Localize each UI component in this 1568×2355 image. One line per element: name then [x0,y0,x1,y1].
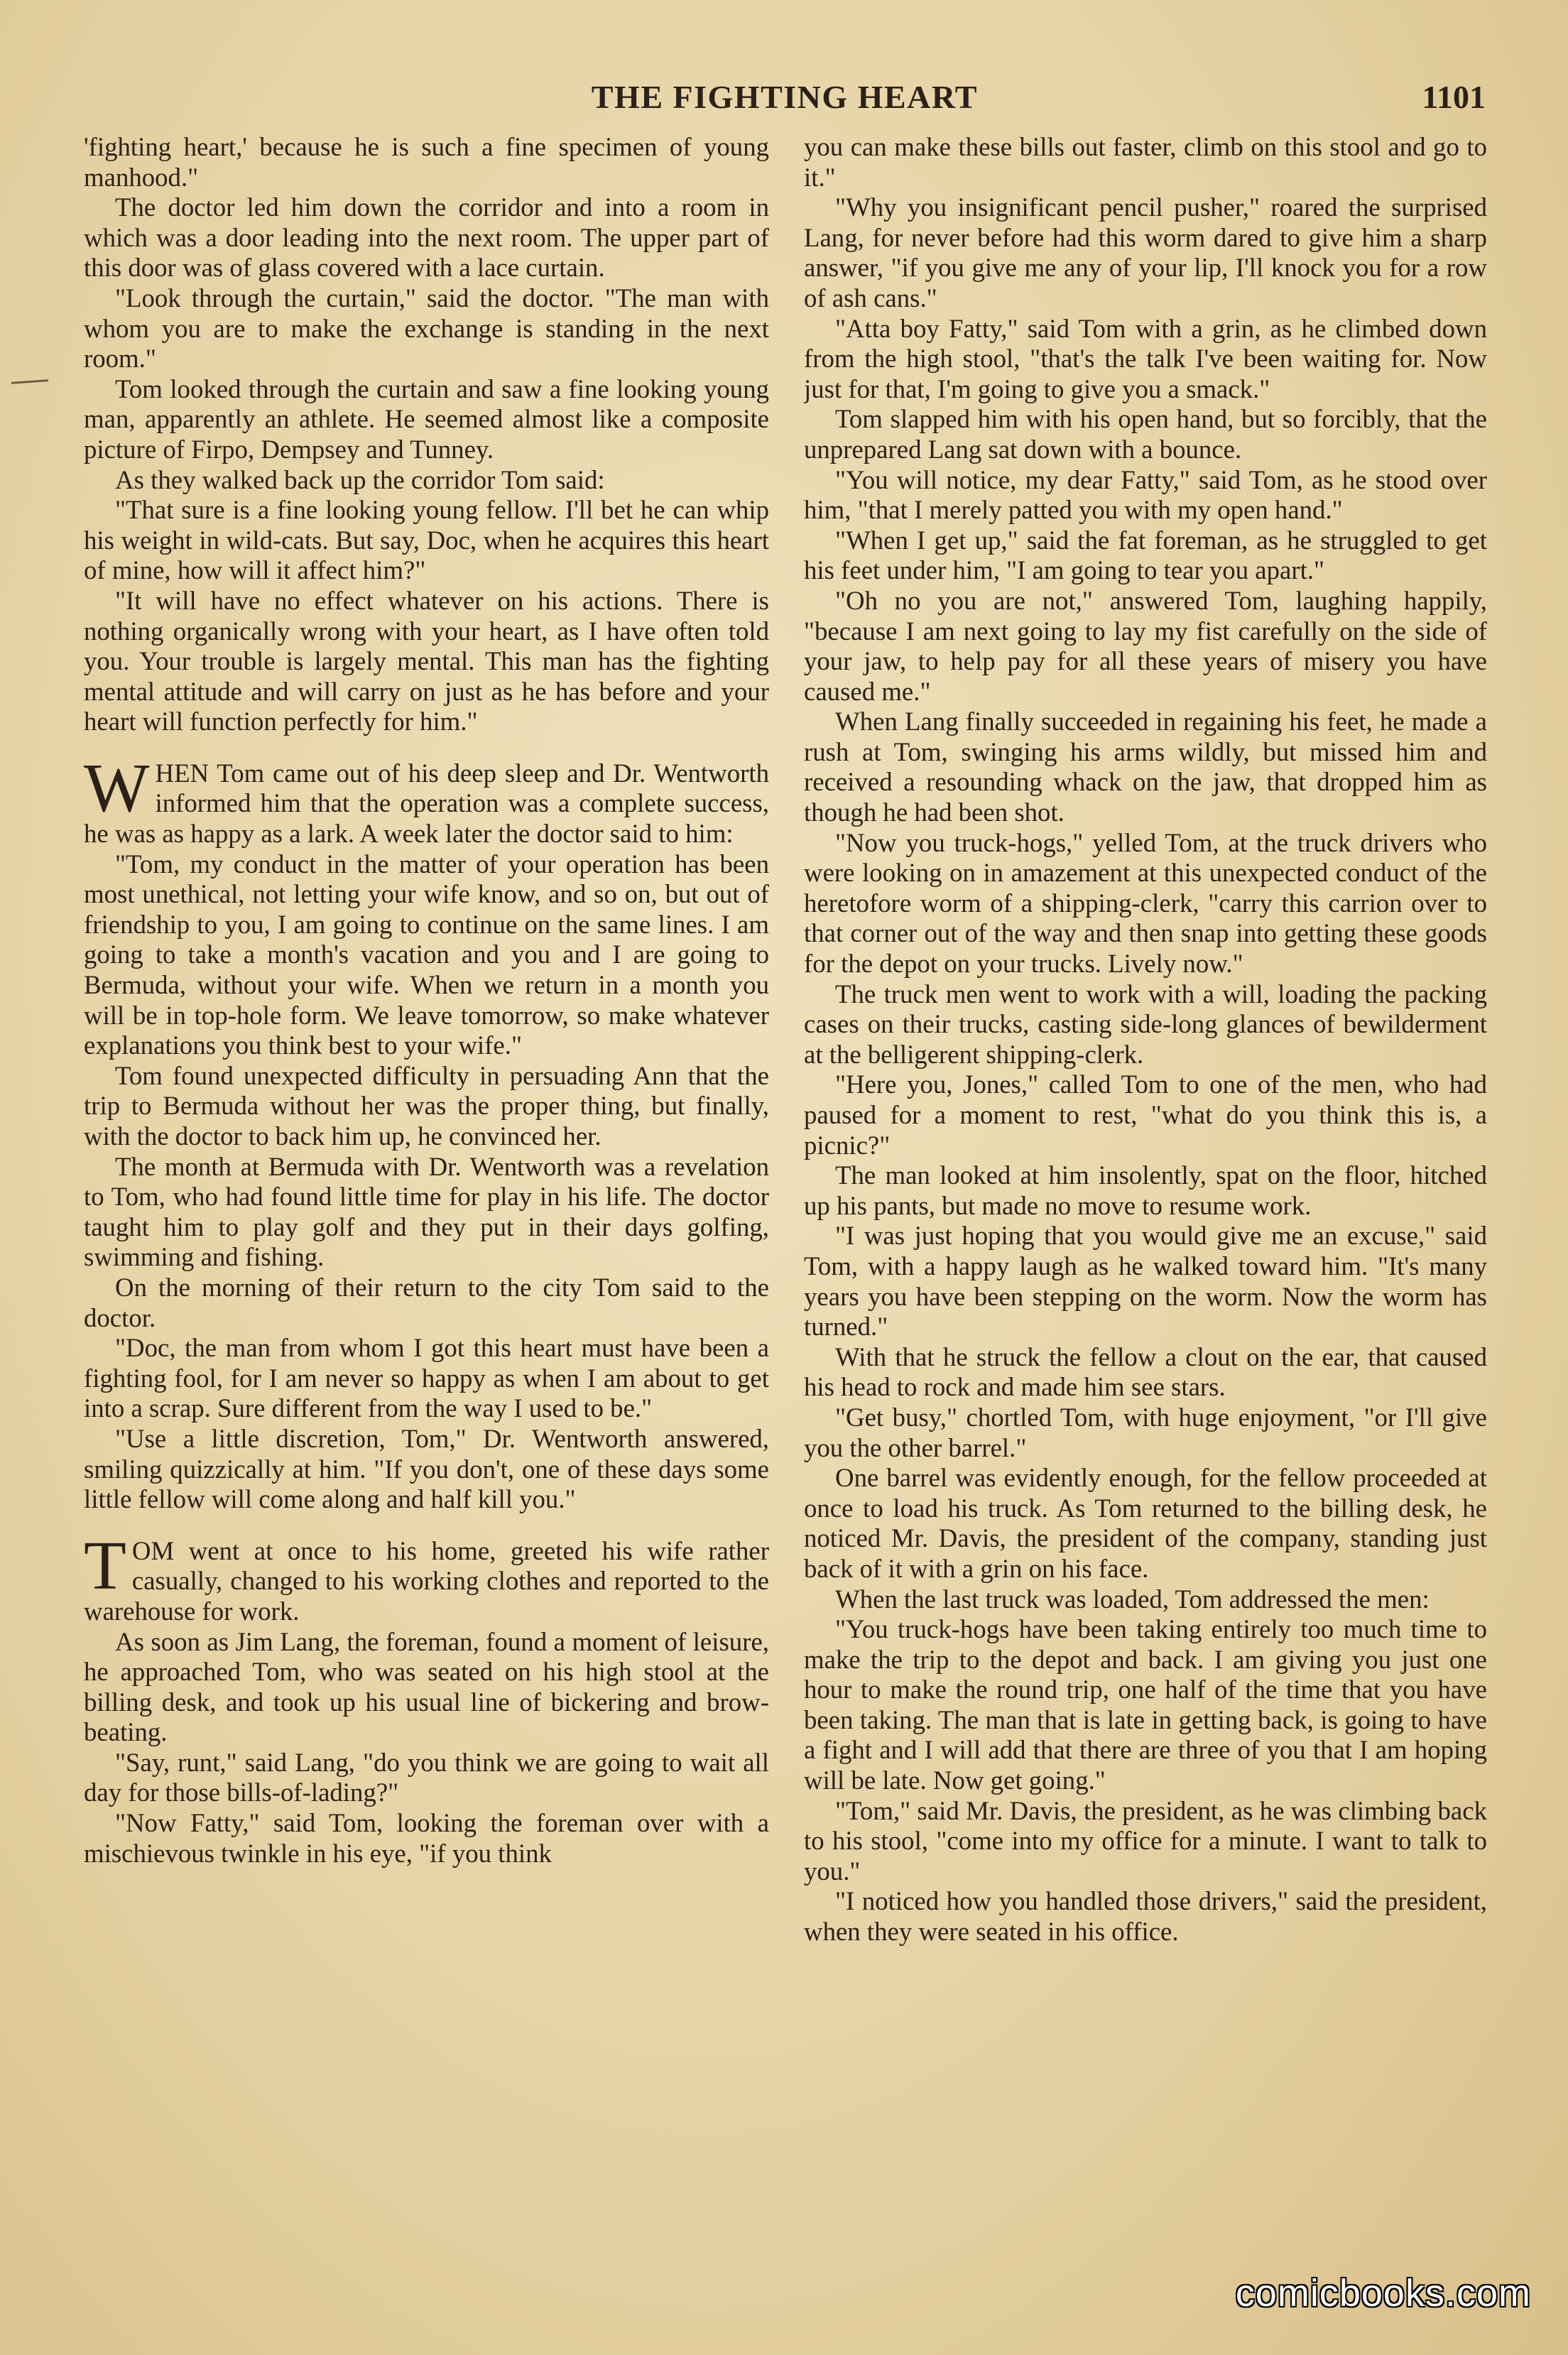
paragraph: "Now you truck-hogs," yelled Tom, at the truck drivers who were looking on in amazement at this unexpected conduct of the heretofore worm of a shipping-clerk, "carry this carrion over to that corner out of the way and then snap into getting these goods for the depot on your trucks. Lively now." [804,827,1487,979]
paragraph: The man looked at him insolently, spat on the floor, hitched up his pants, but made no move to resume work. [804,1160,1487,1220]
paragraph: The truck men went to work with a will, loading the packing cases on their trucks, casting side-long glances of bewilderment at the belligerent shipping-clerk. [804,979,1487,1069]
paragraph: When Lang finally succeeded in regaining his feet, he made a rush at Tom, swinging his arms wildly, but missed him and received a resounding whack on the jaw, that dropped him as though he had been shot. [804,707,1487,827]
drop-cap-letter: W [84,749,150,827]
paragraph: "Here you, Jones," called Tom to one of the men, who had paused for a moment to rest, "what do you think this is, a picnic?" [804,1070,1487,1160]
page-number: 1101 [1422,79,1486,115]
paragraph: "That sure is a fine looking young fellow. I'll bet he can whip his weight in wild-cats. But say, Doc, when he acquires this heart of mine, how will it affect him?" [84,495,769,585]
right-column [804,132,1487,2256]
paragraph: "Now Fatty," said Tom, looking the foreman over with a mischievous twinkle in his eye, "if you think [84,1808,769,1868]
paragraph: "You will notice, my dear Fatty," said Tom, as he stood over him, "that I merely patted you with my open hand." [804,464,1487,525]
section-opening-paragraph [84,749,769,849]
paragraph: "Oh no you are not," answered Tom, laughing happily, "because I am next going to lay my fist carefully on the side of your jaw, to help pay for all these years of misery you have caused me." [804,585,1487,706]
paragraph: As they walked back up the corridor Tom said: [115,464,605,494]
paragraph: "Look through the curtain," said the doctor. "The man with whom you are to make the exchange is standing in the next room." [84,283,769,374]
paragraph: "I was just hoping that you would give me an excuse," said Tom, with a happy laugh as he walked toward him. "It's many years you have been stepping on the worm. Now the worm has turned." [804,1221,1487,1342]
paragraph-text: HEN Tom came out of his deep sleep and Dr. Wentworth informed him that the operation was a complete success, he was as happy as a lark. A week later the doctor said to him: [84,758,769,849]
paragraph: The month at Bermuda with Dr. Wentworth was a revelation to Tom, who had found little time for play in his life. The doctor taught him to play golf and they put in their days golfing, swimming and fishing. [84,1151,769,1272]
paragraph: "Atta boy Fatty," said Tom with a grin, as he climbed down from the high stool, "that's the talk I've been waiting for. Now just for that, I'm going to give you a smack." [804,313,1487,403]
paragraph-text: OM went at once to his home, greeted his wife rather casually, changed to his working clothes and reported to the warehouse for work. [84,1535,769,1626]
paragraph: The doctor led him down the corridor and into a room in which was a door leading into the next room. The upper part of this door was of glass covered with a lace curtain. [84,192,769,283]
paragraph: "Get busy," chortled Tom, with huge enjoyment, "or I'll give you the other barrel." [804,1402,1487,1462]
paragraph: Tom looked through the curtain and saw a fine looking young man, apparently an athlete. He seemed almost like a composite picture of Firpo, Dempsey and Tunney. [84,374,769,464]
page-header [84,72,1486,122]
margin-pencil-mark [11,379,48,384]
paragraph: One barrel was evidently enough, for the fellow proceeded at once to load his truck. As Tom returned to the billing desk, he noticed Mr. Davis, the president of the company, standing just back of it with a grin on his face. [804,1463,1487,1583]
paragraph: "Doc, the man from whom I got this heart must have been a fighting fool, for I am never so happy as when I am about to get into a scrap. Sure different from the way I used to be." [84,1333,769,1423]
paragraph: "You truck-hogs have been taking entirely too much time to make the trip to the depot and back. I am giving you just one hour to make the round trip, one half of the time that you have been taking. The man that is late in getting back, is going to have a fight and I will add that there are three of you that I am hoping will be late. Now get going." [804,1614,1487,1795]
paragraph: "Tom, my conduct in the matter of your operation has been most unethical, not letting your wife know, and so on, but out of friendship to you, I am going to continue on the same lines. I am going to take a month's vacation and you and I are going to Bermuda, without your wife. When we return in a month you will be in top-hole form. We leave tomorrow, so make whatever explanations you think best to your wife." [84,849,769,1060]
paragraph: "When I get up," said the fat foreman, as he struggled to get his feet under him, "I am going to tear you apart." [804,525,1487,585]
running-title: THE FIGHTING HEART [591,79,979,115]
paragraph: "Use a little discretion, Tom," Dr. Wentworth answered, smiling quizzically at him. "If you don't, one of these days some little fellow will come along and half kill you." [84,1423,769,1514]
paragraph: Tom found unexpected difficulty in persuading Ann that the trip to Bermuda without her was the proper thing, but finally, with the doctor to back him up, he convinced her. [84,1060,769,1151]
section-opening-paragraph [84,1527,769,1627]
paragraph: "Say, runt," said Lang, "do you think we are going to wait all day for those bills-of-lading?" [84,1747,769,1807]
paragraph: 'fighting heart,' because he is such a fine specimen of young manhood." [84,132,769,192]
paragraph: With that he struck the fellow a clout on the ear, that caused his head to rock and made him see stars. [804,1342,1487,1402]
paragraph: "Tom," said Mr. Davis, the president, as he was climbing back to his stool, "come into my office for a minute. I want to talk to you." [804,1795,1487,1886]
paragraph: On the morning of their return to the city Tom said to the doctor. [84,1272,769,1332]
paragraph: As soon as Jim Lang, the foreman, found a moment of leisure, he approached Tom, who was seated on his high stool at the billing desk, and took up his usual line of bickering and brow-beating. [84,1626,769,1747]
paragraph: Tom slapped him with his open hand, but so forcibly, that the unprepared Lang sat down with a bounce. [804,404,1487,464]
paragraph: "It will have no effect whatever on his actions. There is nothing organically wrong with your heart, as I have often told you. Your trouble is largely mental. This man has the fighting mental attitude and will carry on just as he has before and your heart will function perfectly for him." [84,585,769,736]
paragraph: "Why you insignificant pencil pusher," roared the surprised Lang, for never before had this worm dared to give him a sharp answer, "if you give me any of your lip, I'll knock you for a row of ash cans." [804,192,1487,312]
drop-cap-letter: T [84,1527,126,1604]
left-column [84,132,769,2256]
site-watermark: comicbooks.com [1235,2272,1531,2315]
paragraph: you can make these bills out faster, climb on this stool and go to it." [804,132,1487,192]
paragraph: "I noticed how you handled those drivers," said the president, when they were seated in his office. [804,1886,1487,1947]
paragraph: When the last truck was loaded, Tom addressed the men: [835,1584,1430,1614]
